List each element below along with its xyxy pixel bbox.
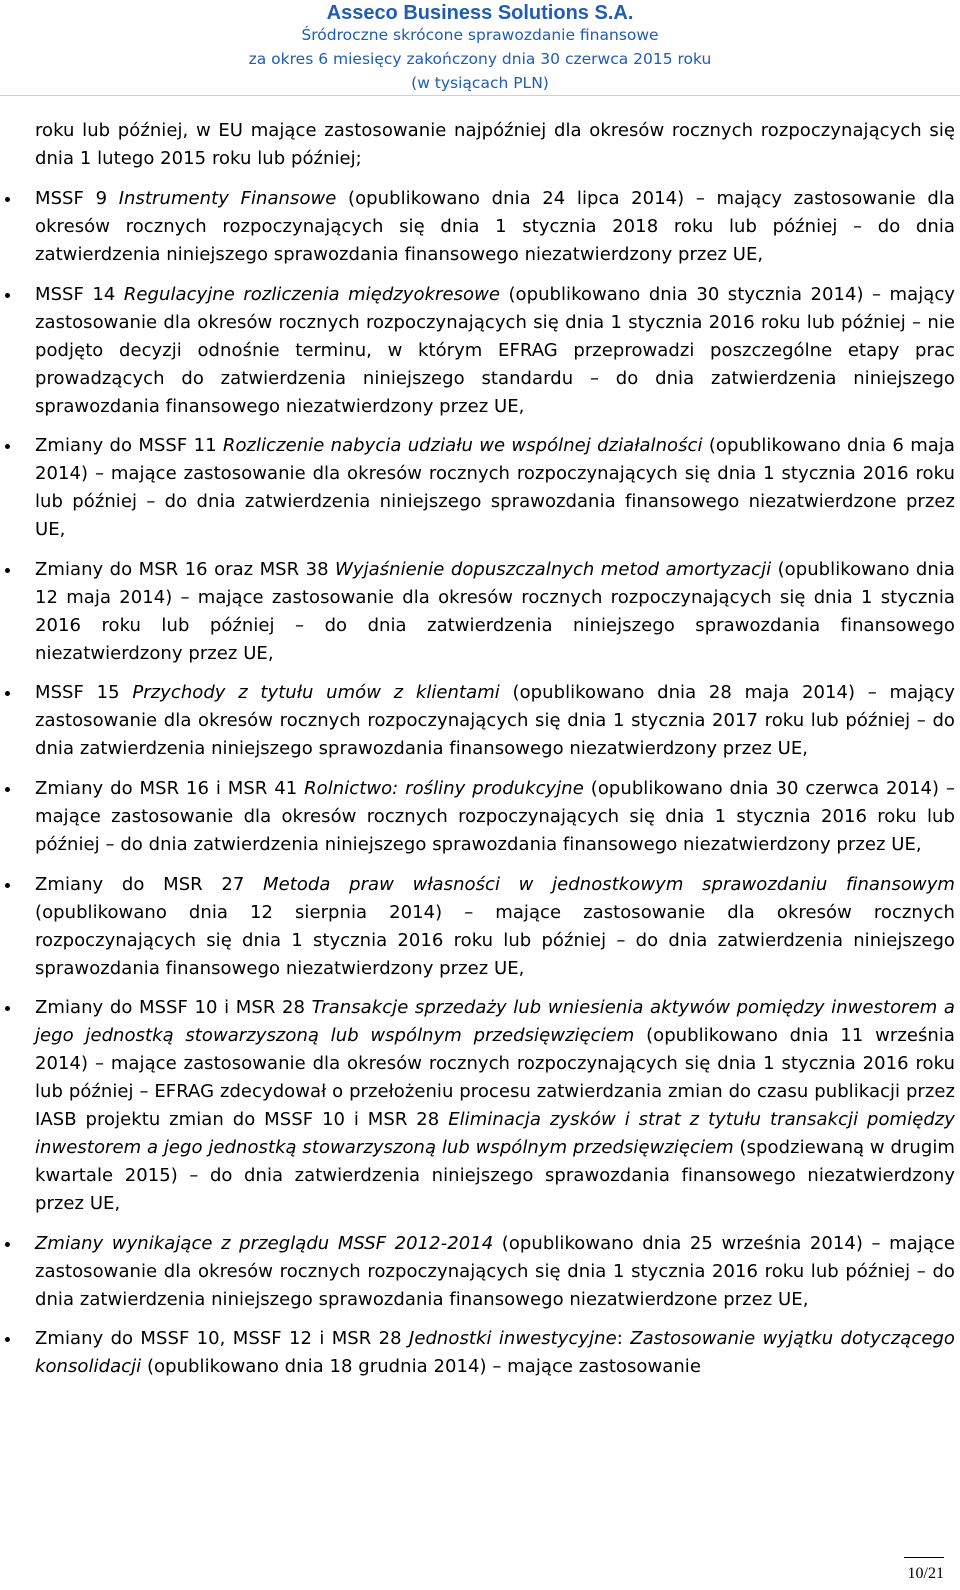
standard-title-text: Regulacyjne rozliczenia międzyokresowe xyxy=(123,283,500,305)
report-title: Śródroczne skrócone sprawozdanie finansowe xyxy=(301,26,659,44)
item-text: (opublikowano dnia 30 stycznia 2014) – mający zastosowanie dla okresów rocznych rozpoczynających się dnia 1 stycznia 2016 roku lub później – nie podjęto decyzji odnośnie terminu, w którym EFRAG przeprowadzi poszczególne etapy prac prowadzących do zatwierdzenia niniejszego standardu – do dnia zatwierdzenia niniejszego sprawozdania finansowego niezatwierdzony przez UE, xyxy=(35,283,956,417)
item-text: (opublikowano dnia 28 maja 2014) – mający zastosowanie dla okresów rocznych rozpoczynających się dnia 1 stycznia 2017 roku lub później – do dnia zatwierdzenia niniejszego sprawozdania finansowego niezatwierdzony przez UE, xyxy=(35,682,955,760)
document-body xyxy=(35,117,955,1393)
standard-title-text: Eliminacja zysków i strat z tytułu transakcji pomiędzy inwestorem a jego jednostką stowarzyszoną lub wspólnym przedsięwzięciem xyxy=(35,1109,955,1159)
item-text: (opublikowano dnia 30 czerwca 2014) – mające zastosowanie dla okresów rocznych rozpoczynających się dnia 1 stycznia 2016 roku lub później – do dnia zatwierdzenia niniejszego sprawozdania finansowego niezatwierdzony przez UE, xyxy=(35,777,956,855)
standard-title-text: Wyjaśnienie dopuszczalnych metod amortyzacji xyxy=(335,558,772,580)
list-item xyxy=(35,679,955,763)
standard-title-text: Transakcje sprzedaży lub wniesienia aktywów pomiędzy inwestorem a jego jednostką stowarzyszoną lub wspólnym przedsięwzięciem xyxy=(35,997,955,1047)
item-text: Zmiany do MSR 16 i MSR 41 xyxy=(35,777,305,799)
list-item xyxy=(35,556,955,668)
item-text: (opublikowano dnia 18 grudnia 2014) – mające zastosowanie xyxy=(141,1356,701,1378)
standards-list xyxy=(35,185,955,1381)
standard-title-text: Rolnictwo: rośliny produkcyjne xyxy=(304,777,584,799)
item-text: (opublikowano dnia 24 lipca 2014) – mający zastosowanie dla okresów rocznych rozpoczynających się dnia 1 stycznia 2018 roku lub później – do dnia zatwierdzenia niniejszego sprawozdania finansowego niezatwierdzony przez UE, xyxy=(35,188,956,265)
item-text: MSSF 9 xyxy=(35,188,119,209)
standard-title-text: Przychody z tytułu umów z klientami xyxy=(132,682,500,704)
item-text: MSSF 14 xyxy=(35,283,124,305)
standard-title-text: Zmiany wynikające z przeglądu MSSF 2012-2014 xyxy=(35,1232,494,1254)
item-text: (spodziewaną w drugim kwartale 2015) – do dnia zatwierdzenia niniejszego sprawozdania finansowego niezatwierdzony przez UE, xyxy=(35,1137,955,1215)
item-text: (opublikowano dnia 25 września 2014) – mające zastosowanie dla okresów rocznych rozpoczynających się dnia 1 stycznia 2016 roku lub później – do dnia zatwierdzenia niniejszego sprawozdania finansowego niezatwierdzone przez UE, xyxy=(35,1232,955,1310)
intro-paragraph: roku lub później, w EU mające zastosowanie najpóźniej dla okresów rocznych rozpoczynających się dnia 1 lutego 2015 roku lub później; xyxy=(35,120,955,169)
item-text: MSSF 15 xyxy=(35,682,133,704)
page-number: 10/21 xyxy=(907,1565,944,1582)
item-text: (opublikowano dnia 12 maja 2014) – mające zastosowanie dla okresów rocznych rozpoczynających się dnia 1 stycznia 2016 roku lub później – do dnia zatwierdzenia niniejszego sprawozdania finansowego niezatwierdzony przez UE, xyxy=(35,558,955,664)
header-divider xyxy=(0,95,960,96)
list-item xyxy=(35,1230,955,1314)
item-text: (opublikowano dnia 12 sierpnia 2014) – mające zastosowanie dla okresów rocznych rozpoczynających się dnia 1 stycznia 2016 roku lub później – do dnia zatwierdzenia niniejszego sprawozdania finansowego niezatwierdzony przez UE, xyxy=(35,901,955,979)
item-text: (opublikowano dnia 6 maja 2014) – mające zastosowanie dla okresów rocznych rozpoczynających się dnia 1 stycznia 2016 roku lub później – do dnia zatwierdzenia niniejszego sprawozdania finansowego niezatwierdzone przez UE, xyxy=(35,435,955,541)
list-item xyxy=(35,185,955,269)
item-text: : xyxy=(616,1328,631,1350)
item-text: Zmiany do MSR 16 oraz MSR 38 xyxy=(35,558,336,580)
list-item xyxy=(35,281,955,421)
currency-note: (w tysiącach PLN) xyxy=(411,74,549,92)
item-text: Zmiany do MSSF 10 i MSR 28 xyxy=(35,997,312,1019)
standard-title-text: Instrumenty Finansowe xyxy=(118,188,337,209)
list-item xyxy=(35,1325,955,1381)
list-item xyxy=(35,871,955,983)
list-item xyxy=(35,775,955,859)
company-name: Asseco Business Solutions S.A. xyxy=(326,2,634,24)
standard-title-text: Metoda praw własności w jednostkowym sprawozdaniu finansowym xyxy=(263,873,955,895)
item-text: Zmiany do MSR 27 xyxy=(35,873,264,895)
standard-title-text: Zastosowanie wyjątku dotyczącego konsolidacji xyxy=(35,1328,955,1378)
list-item xyxy=(35,432,955,544)
item-text: Zmiany do MSSF 11 xyxy=(35,435,223,457)
item-text: (opublikowano dnia 11 września 2014) – mające zastosowanie dla okresów rocznych rozpoczynających się dnia 1 stycznia 2016 roku lub później – EFRAG zdecydował o przełożeniu procesu zatwierdzania zmian do czasu publikacji przez IASB projektu zmian do MSSF 10 i MSR 28 xyxy=(35,1025,955,1131)
standard-title-text: Rozliczenie nabycia udziału we wspólnej działalności xyxy=(222,435,703,457)
footer-rule xyxy=(904,1557,944,1558)
item-text: Zmiany do MSSF 10, MSSF 12 i MSR 28 xyxy=(35,1328,409,1350)
standard-title-text: Jednostki inwestycyjne xyxy=(408,1328,617,1350)
list-item xyxy=(35,994,955,1218)
report-period: za okres 6 miesięcy zakończony dnia 30 czerwca 2015 roku xyxy=(248,50,712,68)
